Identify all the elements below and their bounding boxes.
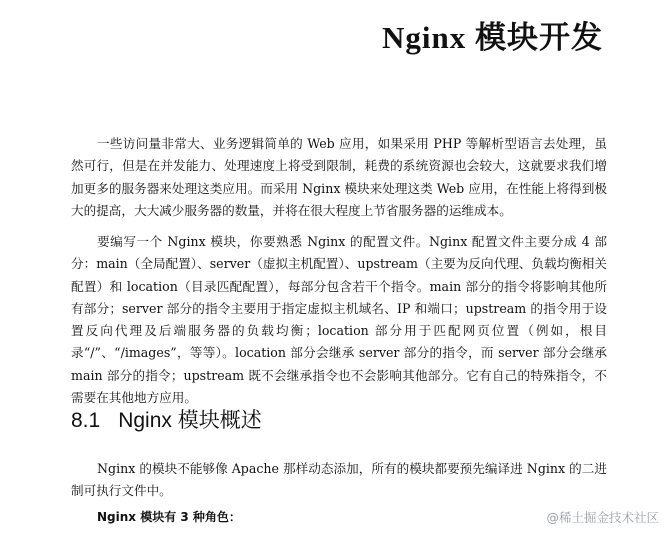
section-paragraph-roles: Nginx 模块有 3 种角色： (97, 510, 241, 524)
config-paragraph: 要编写一个 Nginx 模块，你要熟悉 Nginx 的配置文件。Nginx 配置文件主要分成 4 部分：main（全局配置）、server（虚拟主机配置）、upstream（主要为反向代理、负载均衡相关配置）和 location（目录匹配配置），每部分包含若干个指令。main 部分的指令将影响其他所有部分；server 部分的指令主要用于指定虚拟主机域名、IP 和端口；upstream 的指令用于设置反向代理及后端服务器的负载均衡；location 部分用于匹配网页位置（例如，根目录“/”、“/images”，等等）。location 部分会继承 server 部分的指令，而 server 部分会继承 main 部分的指令；upstream 既不会继承指令也不会影响其他部分。它有自己的特殊指令，不需要在其他地方应用。 (71, 234, 607, 406)
section-title: Nginx 模块概述 (118, 409, 262, 432)
intro-paragraph: 一些访问量非常大、业务逻辑简单的 Web 应用，如果采用 PHP 等解析型语言去处理，虽然可行，但是在并发能力、处理速度上将受到限制，耗费的系统资源也会较大，这就要求我们增加更多的服务器来处理这类应用。而采用 Nginx 模块来处理这类 Web 应用，在性能上将得到极大的提高，大大减少服务器的数量，并将在很大程度上节省服务器的运维成本。 (71, 136, 607, 218)
section-paragraph: Nginx 的模块不能够像 Apache 那样动态添加，所有的模块都要预先编译进 Nginx 的二进制可执行文件中。 (71, 461, 607, 499)
section-number: 8.1 (71, 409, 101, 432)
watermark: @稀土掘金技术社区 (546, 510, 659, 525)
section-heading (71, 404, 262, 434)
chapter-title: Nginx 模块开发 (382, 20, 603, 55)
